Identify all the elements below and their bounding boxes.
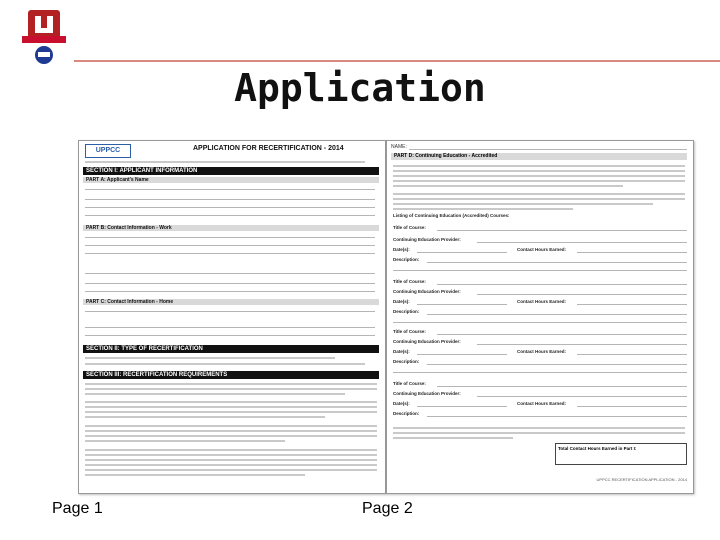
course-title-label: Title of Course: bbox=[393, 225, 426, 230]
provider-label: Continuing Education Provider: bbox=[393, 237, 461, 242]
text-line bbox=[85, 383, 377, 385]
header-rule bbox=[74, 60, 720, 62]
page-1-thumbnail bbox=[78, 140, 386, 494]
form-line bbox=[85, 207, 375, 208]
text-line bbox=[393, 208, 573, 210]
form-logo: UPPCC bbox=[85, 144, 131, 158]
section-3-bar: SECTION III: RECERTIFICATION REQUIREMENTS bbox=[83, 371, 379, 379]
form-line bbox=[393, 270, 687, 271]
text-line bbox=[393, 203, 653, 205]
text-line bbox=[85, 430, 377, 432]
page-footer: UPPCC RECERTIFICATION APPLICATION - 2014 bbox=[596, 477, 687, 482]
text-line bbox=[393, 175, 685, 177]
text-line bbox=[85, 388, 377, 390]
text-line bbox=[393, 180, 685, 182]
form-line bbox=[85, 199, 375, 200]
form-line bbox=[85, 189, 375, 190]
text-line bbox=[85, 449, 377, 451]
text-line bbox=[393, 193, 685, 195]
text-line bbox=[85, 411, 377, 413]
part-b-bar: PART B: Contact Information - Work bbox=[83, 225, 379, 231]
part-d-bar: PART D: Continuing Education - Accredited bbox=[391, 153, 687, 160]
description-label: Description: bbox=[393, 309, 420, 314]
provider-label: Continuing Education Provider: bbox=[393, 391, 461, 396]
form-line bbox=[417, 406, 507, 407]
text-line bbox=[85, 401, 377, 403]
form-line bbox=[85, 245, 375, 246]
form-title: APPLICATION FOR RECERTIFICATION - 2014 bbox=[193, 145, 344, 152]
form-line bbox=[427, 416, 687, 417]
form-line bbox=[85, 291, 375, 292]
name-label: NAME: bbox=[391, 144, 407, 150]
text-line bbox=[85, 425, 377, 427]
form-line bbox=[417, 252, 507, 253]
hours-label: Contact Hours Earned: bbox=[517, 247, 567, 252]
form-line bbox=[85, 273, 375, 274]
form-line bbox=[427, 314, 687, 315]
text-line bbox=[85, 357, 335, 359]
course-title-label: Title of Course: bbox=[393, 381, 426, 386]
form-header bbox=[83, 143, 379, 161]
text-line bbox=[393, 170, 685, 172]
dates-label: Date(s): bbox=[393, 247, 410, 252]
text-line bbox=[85, 459, 377, 461]
total-hours-box bbox=[555, 443, 687, 465]
part-c-bar: PART C: Contact Information - Home bbox=[83, 299, 379, 305]
procurement-u-shield-icon bbox=[22, 8, 66, 66]
form-line bbox=[577, 252, 687, 253]
dates-label: Date(s): bbox=[393, 401, 410, 406]
form-line bbox=[477, 396, 687, 397]
section-1-bar: SECTION I: APPLICANT INFORMATION bbox=[83, 167, 379, 175]
text-line bbox=[85, 464, 377, 466]
provider-label: Continuing Education Provider: bbox=[393, 339, 461, 344]
form-line bbox=[85, 311, 375, 312]
description-label: Description: bbox=[393, 257, 420, 262]
description-label: Description: bbox=[393, 359, 420, 364]
form-line bbox=[85, 237, 375, 238]
form-line bbox=[477, 242, 687, 243]
form-line bbox=[427, 262, 687, 263]
hours-label: Contact Hours Earned: bbox=[517, 401, 567, 406]
dates-label: Date(s): bbox=[393, 299, 410, 304]
page-2-thumbnail bbox=[386, 140, 694, 494]
form-line bbox=[393, 372, 687, 373]
form-line bbox=[85, 335, 375, 336]
provider-label: Continuing Education Provider: bbox=[393, 289, 461, 294]
page-1-caption: Page 1 bbox=[52, 500, 103, 517]
form-line bbox=[85, 253, 375, 254]
form-line bbox=[577, 406, 687, 407]
hours-label: Contact Hours Earned: bbox=[517, 299, 567, 304]
slide-title: Application bbox=[234, 66, 486, 110]
text-line bbox=[85, 440, 285, 442]
text-line bbox=[85, 474, 305, 476]
hours-label: Contact Hours Earned: bbox=[517, 349, 567, 354]
form-line bbox=[85, 215, 375, 216]
text-line bbox=[85, 435, 377, 437]
form-line bbox=[85, 283, 375, 284]
text-line bbox=[85, 454, 377, 456]
text-line bbox=[393, 198, 685, 200]
text-line bbox=[393, 437, 513, 439]
text-line bbox=[393, 427, 685, 429]
form-line bbox=[393, 322, 687, 323]
text-line bbox=[85, 469, 377, 471]
form-line bbox=[85, 327, 375, 328]
course-title-label: Title of Course: bbox=[393, 279, 426, 284]
text-line bbox=[85, 416, 325, 418]
form-line bbox=[409, 149, 687, 150]
section-2-bar: SECTION II: TYPE OF RECERTIFICATION bbox=[83, 345, 379, 353]
course-title-label: Title of Course: bbox=[393, 329, 426, 334]
text-line bbox=[85, 406, 377, 408]
form-line bbox=[477, 344, 687, 345]
form-line bbox=[417, 354, 507, 355]
form-line bbox=[437, 334, 687, 335]
text-line bbox=[85, 393, 345, 395]
text-line bbox=[393, 165, 685, 167]
text-line bbox=[393, 432, 685, 434]
form-line bbox=[417, 304, 507, 305]
page-2-caption: Page 2 bbox=[362, 500, 413, 517]
part-a-bar: PART A: Applicant's Name bbox=[83, 177, 379, 183]
total-hours-label: Total Contact Hours Earned in Part I: bbox=[558, 446, 637, 451]
dates-label: Date(s): bbox=[393, 349, 410, 354]
form-line bbox=[437, 284, 687, 285]
form-line bbox=[577, 354, 687, 355]
form-line bbox=[427, 364, 687, 365]
description-label: Description: bbox=[393, 411, 420, 416]
text-line bbox=[393, 185, 623, 187]
text-line bbox=[85, 363, 365, 365]
text-line bbox=[85, 161, 365, 163]
form-line bbox=[577, 304, 687, 305]
listing-heading: Listing of Continuing Education (Accredited) Courses: bbox=[393, 213, 510, 218]
form-line bbox=[437, 230, 687, 231]
form-line bbox=[477, 294, 687, 295]
form-line bbox=[437, 386, 687, 387]
